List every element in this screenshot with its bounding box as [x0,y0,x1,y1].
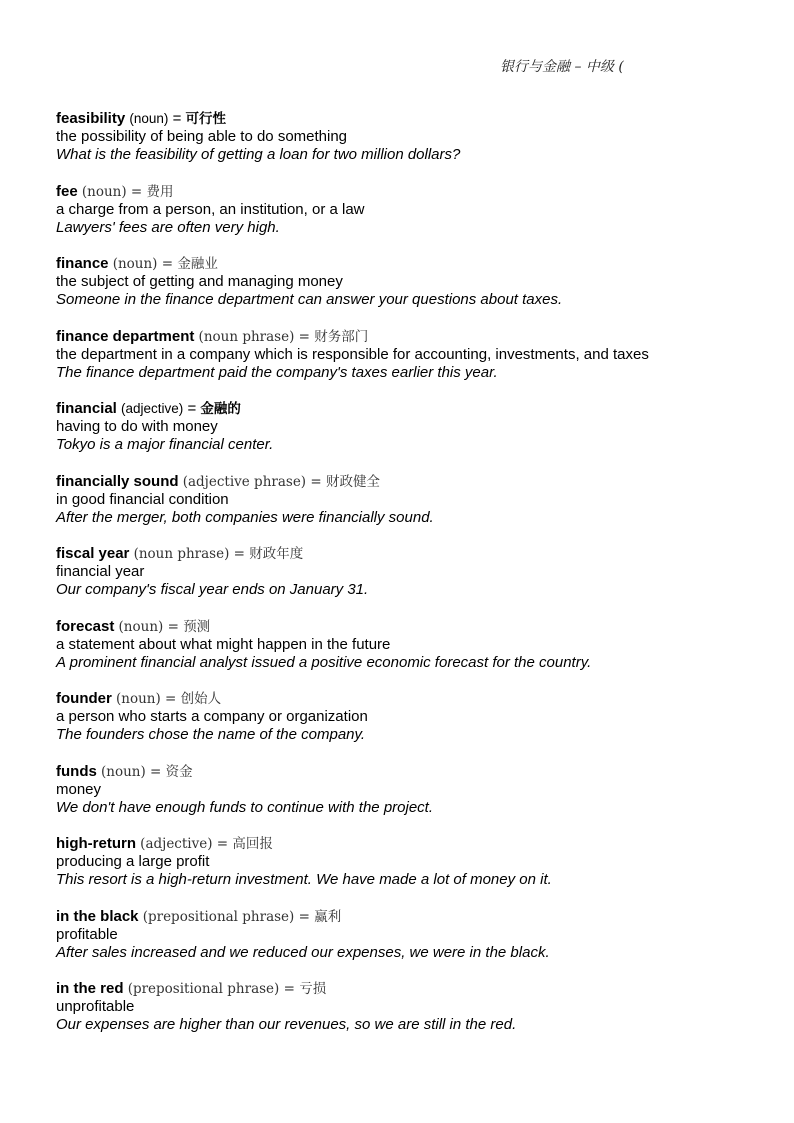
entry-term: in the black [56,907,139,925]
entry-term: finance department [56,327,195,345]
vocab-entry [56,400,656,454]
entry-example: After the merger, both companies were financially sound. [56,508,434,526]
entry-translation: 财政健全 [325,473,380,490]
equals-sign: = [145,763,166,780]
entry-part-of-speech: (noun) [112,256,158,272]
entry-translation: 财务部门 [314,328,369,345]
vocab-entry [56,473,656,527]
entry-example: Lawyers' fees are often very high. [56,218,280,236]
entry-definition: unprofitable [56,998,135,1015]
entry-headline [56,328,656,346]
entry-part-of-speech: (noun) [116,691,161,707]
entry-example: Someone in the finance department can answer your questions about taxes. [56,291,563,308]
equals-sign: = [168,110,186,127]
entry-definition: money [56,780,102,798]
entry-term: forecast [56,617,115,635]
entry-term: financial [56,400,117,417]
vocab-entry [56,328,656,382]
entry-term: high-return [56,835,136,852]
entry-headline [56,980,656,998]
entry-term: in the red [56,980,124,997]
entry-part-of-speech: (prepositional phrase) [142,908,295,925]
entry-part-of-speech: (prepositional phrase) [127,981,280,997]
vocabulary-list [56,110,656,1053]
entry-translation: 创始人 [180,691,222,707]
equals-sign: = [160,691,181,707]
entry-definition: financial year [56,563,145,580]
entry-translation: 预测 [183,618,211,635]
entry-term: finance [56,255,109,272]
entry-translation: 金融业 [177,256,218,272]
vocab-entry [56,545,656,599]
equals-sign: = [279,981,300,997]
vocab-entry [56,183,656,237]
vocab-entry [56,908,656,962]
entry-example: What is the feasibility of getting a loan for two million dollars? [56,146,461,163]
entry-example: This resort is a high-return investment. We have made a lot of money on it. [56,871,552,888]
entry-part-of-speech: (adjective) [140,836,213,852]
entry-definition: the department in a company which is responsible for accounting, investments, and taxes [56,345,649,363]
entry-translation: 财政年度 [249,546,304,562]
entry-part-of-speech: (adjective) [121,401,184,416]
entry-definition: in good financial condition [56,490,229,508]
vocab-entry [56,835,656,889]
entry-example: The finance department paid the company's taxes earlier this year. [56,363,498,381]
entry-definition: profitable [56,925,118,943]
entry-example: Our expenses are higher than our revenues, so we are still in the red. [56,1016,517,1033]
entry-example: After sales increased and we reduced our expenses, we were in the black. [56,943,550,961]
entry-part-of-speech: (adjective phrase) [182,473,307,490]
entry-headline [56,763,656,781]
entry-term: feasibility [56,110,126,127]
entry-term: founder [56,690,112,707]
entry-headline [56,908,656,926]
vocab-entry [56,763,656,817]
vocab-entry [56,980,656,1034]
entry-headline [56,690,656,708]
equals-sign: = [212,836,233,852]
entry-definition: the possibility of being able to do something [56,128,348,145]
entry-term: financially sound [56,472,179,490]
equals-sign: = [294,908,315,925]
entry-term: funds [56,762,97,780]
entry-part-of-speech: (noun) [81,183,127,200]
entry-headline [56,110,656,128]
entry-headline [56,618,656,636]
entry-definition: the subject of getting and managing money [56,273,343,290]
entry-part-of-speech: (noun phrase) [133,546,230,562]
entry-translation: 资金 [165,763,193,780]
entry-translation: 高回报 [232,836,273,852]
equals-sign: = [306,473,326,490]
entry-headline [56,255,656,273]
entry-part-of-speech: (noun) [101,763,146,780]
entry-definition: producing a large profit [56,853,210,870]
vocab-entry [56,690,656,744]
entry-headline [56,473,656,491]
entry-definition: a person who starts a company or organization [56,708,368,725]
entry-part-of-speech: (noun) [129,111,169,126]
entry-definition: a statement about what might happen in the future [56,635,391,653]
entry-translation: 赢利 [314,908,342,925]
entry-headline [56,545,656,563]
entry-headline [56,835,656,853]
entry-part-of-speech: (noun phrase) [198,328,295,345]
page-header: 银行与金融 – 中级 ( [500,59,624,75]
equals-sign: = [229,546,250,562]
equals-sign: = [157,256,178,272]
equals-sign: = [163,618,184,635]
equals-sign: = [294,328,315,345]
entry-term: fiscal year [56,545,130,562]
equals-sign: = [183,400,201,417]
entry-definition: a charge from a person, an institution, or a law [56,200,365,218]
entry-example: A prominent financial analyst issued a positive economic forecast for the country. [56,653,592,671]
vocab-entry [56,255,656,309]
equals-sign: = [126,183,147,200]
entry-example: The founders chose the name of the company. [56,726,366,743]
entry-translation: 可行性 [185,111,227,127]
entry-translation: 费用 [146,183,174,200]
entry-translation: 金融的 [200,401,241,417]
entry-example: Tokyo is a major financial center. [56,436,274,453]
vocab-entry [56,110,656,164]
entry-headline [56,183,656,201]
entry-translation: 亏损 [299,981,327,997]
entry-definition: having to do with money [56,418,218,435]
entry-term: fee [56,182,78,200]
vocab-entry [56,618,656,672]
entry-headline [56,400,656,418]
entry-example: We don't have enough funds to continue with the project. [56,798,434,816]
entry-example: Our company's fiscal year ends on January 31. [56,581,369,598]
entry-part-of-speech: (noun) [118,618,164,635]
